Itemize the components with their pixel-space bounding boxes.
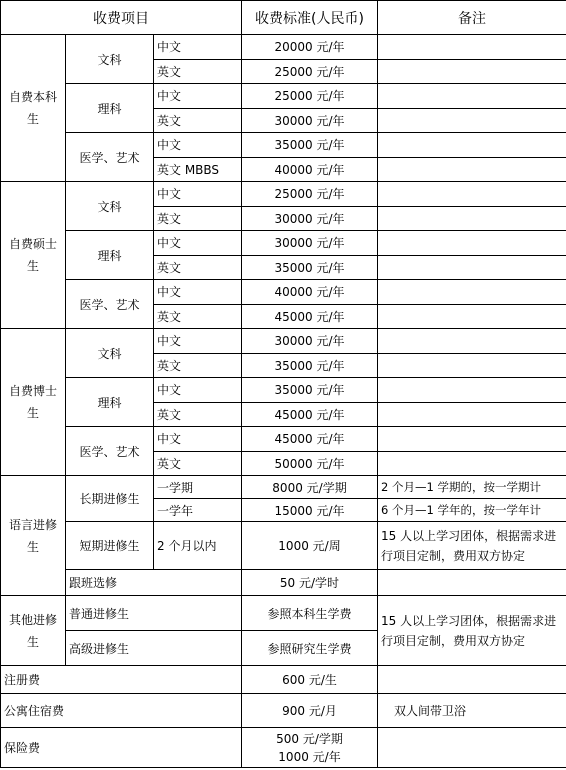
note-cell (378, 378, 566, 403)
table-row (1, 231, 566, 256)
note-cell (378, 451, 566, 476)
fee-cell: 8000 元/学期 (242, 476, 378, 499)
language-cell: 中文 (154, 133, 242, 158)
language-cell: 英文 (154, 304, 242, 329)
note-cell (378, 402, 566, 427)
fee-cell: 20000 元/年 (242, 35, 378, 60)
note-cell (378, 329, 566, 354)
fee-cell: 40000 元/年 (242, 280, 378, 305)
fee-cell: 30000 元/年 (242, 108, 378, 133)
fee-cell: 35000 元/年 (242, 378, 378, 403)
language-cell: 英文 (154, 451, 242, 476)
table-row (1, 182, 566, 207)
insurance-fee-semester: 500 元/学期 (276, 731, 343, 746)
fee-cell: 30000 元/年 (242, 329, 378, 354)
subject-group: 短期进修生 (66, 522, 154, 570)
language-cell: 英文 (154, 255, 242, 280)
note-cell (378, 304, 566, 329)
language-cell: 英文 (154, 206, 242, 231)
insurance-label: 保险费 (1, 728, 242, 768)
category-label: 自费博士生 (1, 329, 66, 476)
period-cell: 2 个月以内 (154, 522, 242, 570)
note-cell (378, 427, 566, 452)
fee-cell: 40000 元/年 (242, 157, 378, 182)
subject-group: 理科 (66, 231, 154, 280)
note-cell: 2 个月—1 学期的，按一学期计 (378, 476, 566, 499)
table-row (1, 427, 566, 452)
fee-cell: 参照本科生学费 (242, 596, 378, 631)
subject-group: 普通进修生 (66, 596, 242, 631)
subject-group: 文科 (66, 329, 154, 378)
note-cell (378, 59, 566, 84)
category-label: 自费本科生 (1, 35, 66, 182)
table-row (1, 133, 566, 158)
subject-group: 医学、艺术 (66, 427, 154, 476)
table-row (1, 570, 566, 596)
note-cell (378, 570, 566, 596)
language-cell: 中文 (154, 35, 242, 60)
note-cell (378, 182, 566, 207)
subject-group: 文科 (66, 35, 154, 84)
fee-cell: 50000 元/年 (242, 451, 378, 476)
table-row (1, 476, 566, 499)
table-row (1, 280, 566, 305)
note-cell (378, 255, 566, 280)
language-cell: 中文 (154, 231, 242, 256)
language-cell: 中文 (154, 427, 242, 452)
note-cell (378, 35, 566, 60)
housing-label: 公寓住宿费 (1, 694, 242, 728)
fee-cell: 参照研究生学费 (242, 631, 378, 666)
table-row (1, 35, 566, 60)
language-cell: 英文 (154, 59, 242, 84)
note-cell (378, 353, 566, 378)
language-cell: 中文 (154, 378, 242, 403)
language-cell: 英文 (154, 108, 242, 133)
registration-label: 注册费 (1, 666, 242, 694)
subject-group: 理科 (66, 84, 154, 133)
note-cell: 15 人以上学习团体，根据需求进行项目定制，费用双方协定 (378, 596, 566, 666)
fee-cell: 15000 元/年 (242, 499, 378, 522)
period-cell: 一学期 (154, 476, 242, 499)
table-row (1, 84, 566, 109)
language-cell: 英文 MBBS (154, 157, 242, 182)
table-row (1, 329, 566, 354)
fee-cell: 600 元/生 (242, 666, 378, 694)
subject-group: 高级进修生 (66, 631, 242, 666)
note-cell (378, 84, 566, 109)
fee-cell: 35000 元/年 (242, 353, 378, 378)
fee-cell: 45000 元/年 (242, 304, 378, 329)
fee-cell: 25000 元/年 (242, 84, 378, 109)
note-cell (378, 157, 566, 182)
fee-cell: 35000 元/年 (242, 133, 378, 158)
subject-group: 医学、艺术 (66, 280, 154, 329)
table-row (1, 596, 566, 631)
fee-cell: 35000 元/年 (242, 255, 378, 280)
header-row (1, 1, 566, 35)
language-cell: 中文 (154, 329, 242, 354)
fee-cell: 45000 元/年 (242, 402, 378, 427)
note-cell (378, 133, 566, 158)
category-label: 语言进修生 (1, 476, 66, 596)
fee-cell: 25000 元/年 (242, 182, 378, 207)
fee-cell: 900 元/月 (242, 694, 378, 728)
insurance-fee-year: 1000 元/年 (278, 749, 341, 764)
note-cell (378, 280, 566, 305)
subject-group: 文科 (66, 182, 154, 231)
header-standard: 收费标准(人民币) (242, 1, 378, 35)
table-row (1, 694, 566, 728)
language-cell: 中文 (154, 280, 242, 305)
subject-group: 长期进修生 (66, 476, 154, 522)
fee-cell: 1000 元/周 (242, 522, 378, 570)
note-cell: 15 人以上学习团体，根据需求进行项目定制，费用双方协定 (378, 522, 566, 570)
category-label: 自费硕士生 (1, 182, 66, 329)
header-item: 收费项目 (1, 1, 242, 35)
table-row (1, 728, 566, 768)
table-row (1, 666, 566, 694)
subject-group: 理科 (66, 378, 154, 427)
period-cell: 一学年 (154, 499, 242, 522)
language-cell: 英文 (154, 402, 242, 427)
note-cell (378, 108, 566, 133)
table-row (1, 378, 566, 403)
fee-cell: 30000 元/年 (242, 206, 378, 231)
language-cell: 中文 (154, 84, 242, 109)
language-cell: 中文 (154, 182, 242, 207)
note-cell (378, 728, 566, 768)
fee-cell: 25000 元/年 (242, 59, 378, 84)
category-label: 其他进修生 (1, 596, 66, 666)
note-cell: 双人间带卫浴 (378, 694, 566, 728)
language-cell: 英文 (154, 353, 242, 378)
note-cell (378, 666, 566, 694)
fee-cell: 45000 元/年 (242, 427, 378, 452)
note-cell (378, 231, 566, 256)
note-cell (378, 206, 566, 231)
note-cell: 6 个月—1 学年的，按一学年计 (378, 499, 566, 522)
header-note: 备注 (378, 1, 566, 35)
subject-group: 医学、艺术 (66, 133, 154, 182)
table-row (1, 522, 566, 570)
fee-cell: 50 元/学时 (242, 570, 378, 596)
subject-group: 跟班选修 (66, 570, 242, 596)
fee-cell: 30000 元/年 (242, 231, 378, 256)
fee-cell (242, 728, 378, 768)
